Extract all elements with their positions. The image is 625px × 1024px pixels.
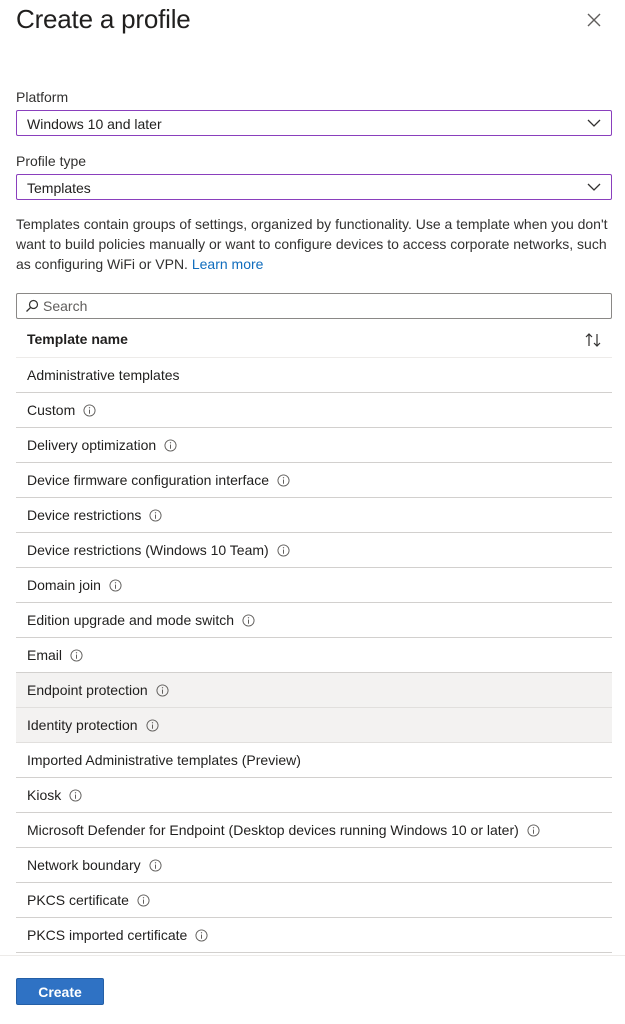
info-icon[interactable] — [69, 789, 82, 802]
column-header-template-name: Template name — [27, 331, 128, 347]
page-title: Create a profile — [16, 4, 191, 34]
template-name — [27, 472, 290, 488]
template-name-text: Identity protection — [27, 717, 138, 733]
template-name-text: Device restrictions (Windows 10 Team) — [27, 542, 269, 558]
info-icon[interactable] — [137, 894, 150, 907]
template-name-text: Email — [27, 647, 63, 663]
footer — [0, 955, 625, 1024]
search-box[interactable] — [16, 293, 612, 319]
table-row[interactable] — [16, 673, 612, 708]
template-name — [27, 682, 169, 698]
chevron-down-icon — [587, 181, 601, 193]
template-name — [27, 752, 301, 768]
info-icon[interactable] — [242, 614, 255, 627]
table-row[interactable] — [16, 358, 612, 393]
template-name-text: PKCS certificate — [27, 892, 129, 908]
info-icon[interactable] — [277, 544, 290, 557]
info-icon[interactable] — [164, 439, 177, 452]
sort-icon[interactable] — [584, 331, 602, 349]
info-icon[interactable] — [109, 579, 122, 592]
learn-more-link[interactable]: Learn more — [191, 256, 264, 272]
template-name-text: Delivery optimization — [27, 437, 157, 453]
template-name — [27, 717, 159, 733]
table-row[interactable] — [16, 883, 612, 918]
template-name-text: Domain join — [27, 577, 101, 593]
profile-type-dropdown[interactable] — [16, 174, 612, 200]
table-row[interactable] — [16, 498, 612, 533]
template-name-text: Endpoint protection — [27, 682, 148, 698]
platform-label: Platform — [16, 89, 69, 105]
info-icon[interactable] — [70, 649, 83, 662]
table-header — [16, 323, 612, 358]
table-row[interactable] — [16, 778, 612, 813]
description — [16, 214, 612, 274]
info-icon[interactable] — [146, 719, 159, 732]
table-row[interactable] — [16, 533, 612, 568]
table-row[interactable] — [16, 463, 612, 498]
description-text: Templates contain groups of settings, organized by functionality. Use a template when you don't want to build policies manually or want to configure devices to access corporate networks, such as configuring WiFi or VPN. — [16, 216, 608, 272]
profile-type-value: Templates — [27, 180, 91, 196]
template-name — [27, 822, 540, 838]
template-name — [27, 927, 208, 943]
table-row[interactable] — [16, 743, 612, 778]
table-row[interactable] — [16, 638, 612, 673]
close-icon[interactable] — [584, 10, 604, 30]
info-icon[interactable] — [277, 474, 290, 487]
template-name-text: Imported Administrative templates (Preview) — [27, 752, 301, 768]
table-row[interactable] — [16, 708, 612, 743]
template-name — [27, 507, 162, 523]
template-name — [27, 857, 162, 873]
template-name — [27, 612, 255, 628]
template-name-text: Network boundary — [27, 857, 141, 873]
template-name — [27, 892, 150, 908]
info-icon[interactable] — [195, 929, 208, 942]
template-name — [27, 787, 82, 803]
info-icon[interactable] — [149, 859, 162, 872]
platform-dropdown[interactable] — [16, 110, 612, 136]
template-name-text: Custom — [27, 402, 76, 418]
template-name-text: Device firmware configuration interface — [27, 472, 269, 488]
table-row[interactable] — [16, 393, 612, 428]
template-name — [27, 402, 96, 418]
create-button[interactable]: Create — [16, 978, 104, 1005]
template-name-text: Microsoft Defender for Endpoint (Desktop devices running Windows 10 or later) — [27, 822, 519, 838]
table-row[interactable] — [16, 918, 612, 953]
table-row[interactable] — [16, 848, 612, 883]
template-name-text: Device restrictions — [27, 507, 142, 523]
info-icon[interactable] — [527, 824, 540, 837]
template-name — [27, 542, 290, 558]
table-row[interactable] — [16, 813, 612, 848]
template-table — [16, 323, 612, 953]
chevron-down-icon — [587, 117, 601, 129]
template-name — [27, 647, 83, 663]
template-name-text: Kiosk — [27, 787, 62, 803]
table-row[interactable] — [16, 428, 612, 463]
table-row[interactable] — [16, 568, 612, 603]
info-icon[interactable] — [156, 684, 169, 697]
platform-value: Windows 10 and later — [27, 116, 162, 132]
template-name — [27, 577, 122, 593]
info-icon[interactable] — [149, 509, 162, 522]
search-input[interactable] — [43, 296, 603, 316]
template-name-text: Edition upgrade and mode switch — [27, 612, 235, 628]
template-name-text: Administrative templates — [27, 367, 180, 383]
template-name — [27, 437, 177, 453]
search-icon — [25, 299, 39, 313]
table-row[interactable] — [16, 603, 612, 638]
table-body — [16, 358, 612, 953]
template-name-text: PKCS imported certificate — [27, 927, 188, 943]
profile-type-label: Profile type — [16, 153, 87, 169]
template-name — [27, 367, 180, 383]
info-icon[interactable] — [83, 404, 96, 417]
